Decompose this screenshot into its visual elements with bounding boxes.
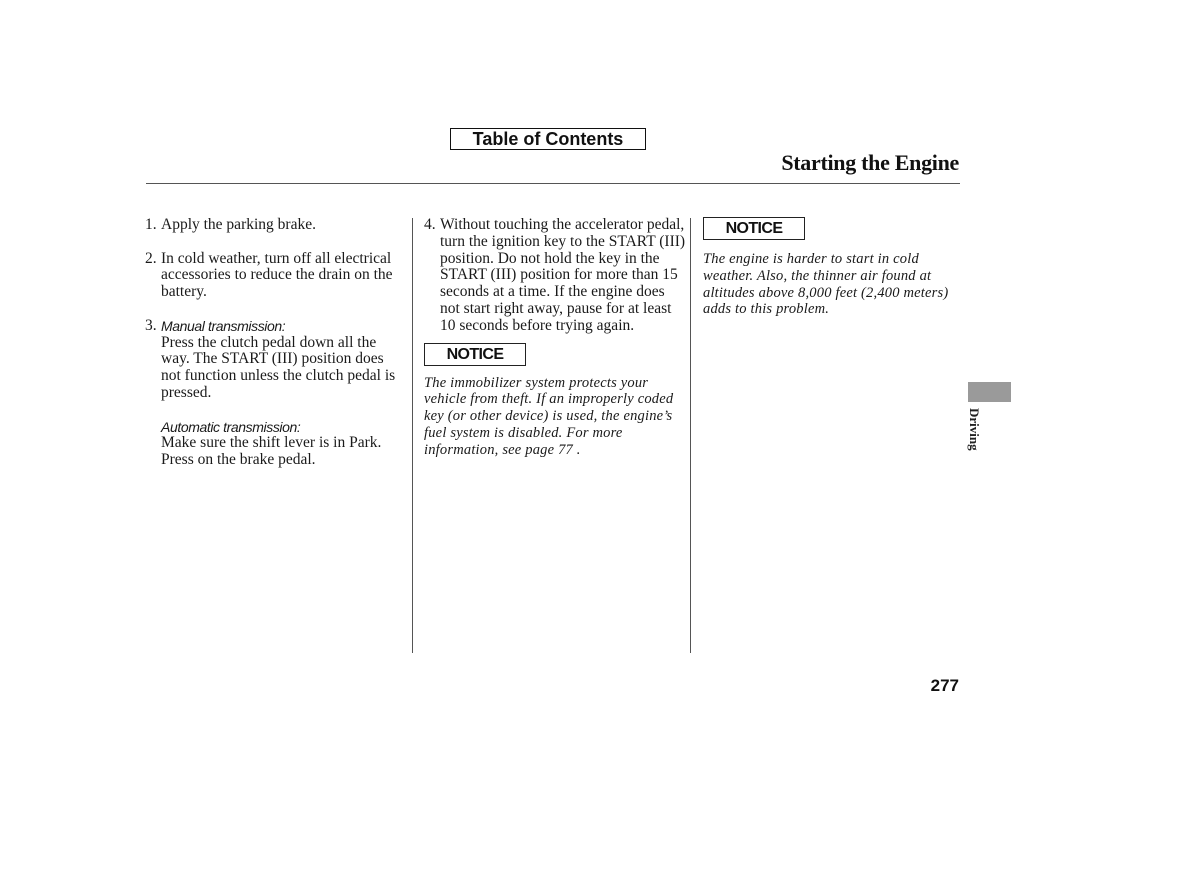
page-number: 277 [930, 676, 959, 695]
manual-transmission-heading: Manual transmission: [161, 317, 286, 334]
notice-label: NOTICE [703, 217, 805, 240]
step-number: 3. [145, 316, 157, 334]
step-number: 4. [424, 216, 436, 233]
column-2 [424, 217, 686, 459]
step-number: 1. [145, 216, 157, 233]
step-1 [145, 217, 407, 234]
step-2 [145, 251, 407, 301]
automatic-transmission-text: Make sure the shift lever is in Park. Press on the brake pedal. [161, 434, 382, 469]
step-text: Apply the parking brake. [161, 216, 316, 233]
column-divider-1 [412, 218, 413, 653]
step-text [161, 318, 407, 469]
notice-label: NOTICE [424, 343, 526, 366]
manual-transmission-text: Press the clutch pedal down all the way. The START (III) position does not function unless the clutch pedal is pressed. [161, 333, 396, 401]
notice-text: The engine is harder to start in cold weather. Also, the thinner air found at altitudes above 8,000 feet (2,400 meters) adds to this problem. [703, 251, 949, 318]
step-text: In cold weather, turn off all electrical accessories to reduce the drain on the battery. [161, 249, 393, 301]
automatic-transmission-heading: Automatic transmission: [161, 418, 301, 435]
section-tab[interactable] [968, 382, 1011, 402]
column-3 [703, 217, 958, 318]
header-divider [146, 183, 960, 184]
page-title: Starting the Engine [781, 150, 959, 175]
step-number: 2. [145, 249, 157, 267]
section-tab-label: Driving [967, 408, 982, 451]
step-3 [145, 318, 407, 469]
column-1 [145, 217, 407, 486]
step-text: Without touching the accelerator pedal, turn the ignition key to the START (III) position. Do not hold the key in the START (III) position for more than 15 seconds at a time. If the engine does not start right away, pause for at least 10 seconds before trying again. [440, 216, 686, 334]
step-4 [424, 217, 686, 335]
table-of-contents-button[interactable]: Table of Contents [450, 128, 646, 150]
column-divider-2 [690, 218, 691, 653]
notice-text: The immobilizer system protects your vehicle from theft. If an improperly coded key (or other device) is used, the engine’s fuel system is disabled. For more information, see page 77 . [424, 374, 674, 458]
